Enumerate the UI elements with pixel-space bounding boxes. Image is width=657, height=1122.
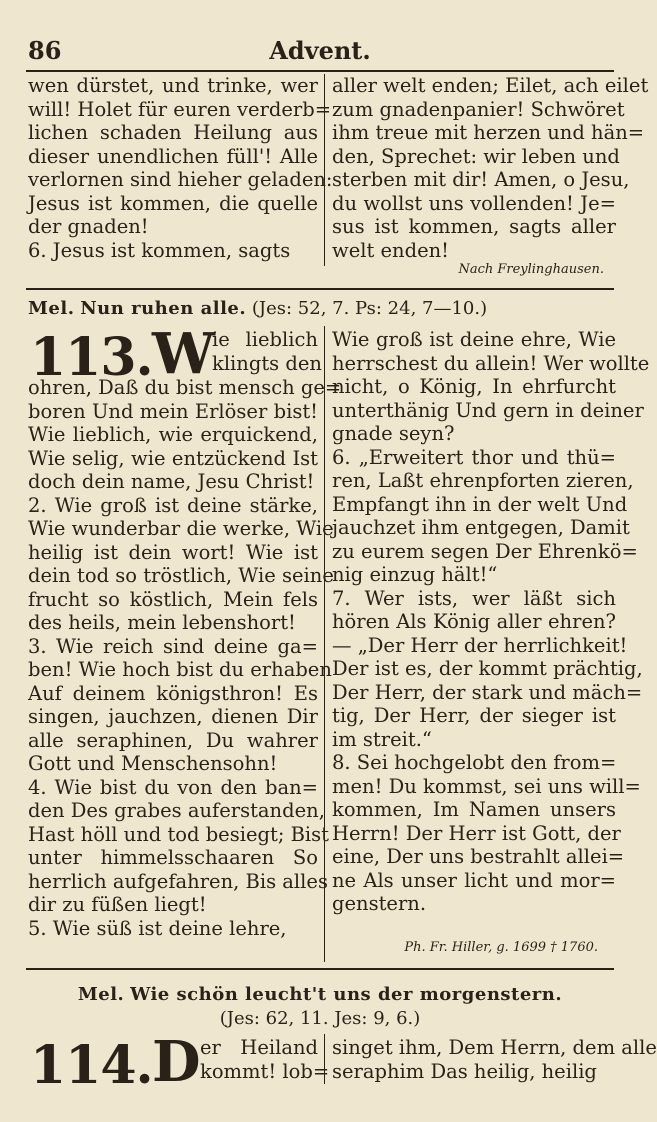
text-line: men! Du kommst, sei uns will= xyxy=(332,774,641,798)
text-line: heilig ist dein wort! Wie ist xyxy=(28,540,318,564)
column-divider xyxy=(324,1034,325,1084)
column-divider xyxy=(324,74,325,266)
text-line: unterthänig Und gern in deiner xyxy=(332,398,644,422)
text-line: dir zu füßen liegt! xyxy=(28,893,207,916)
text-line: Der Herr, der stark und mäch= xyxy=(332,680,643,704)
text-line: ihm treue mit herzen und hän= xyxy=(332,121,645,144)
text-line: ne Als unser licht und mor= xyxy=(332,868,616,892)
text-line: Wie selig, wie entzückend Ist xyxy=(28,446,318,470)
text-line: sus ist kommen, sagts aller xyxy=(332,215,616,238)
text-line: 5. Wie süß ist deine lehre, xyxy=(28,916,287,940)
text-line: zum gnadenpanier! Schwöret xyxy=(332,97,625,121)
text-line: Wie groß ist deine ehre, Wie xyxy=(332,328,616,351)
text-line: Hast höll und tod besiegt; Bist xyxy=(28,822,330,846)
text-line: genstern. xyxy=(332,892,427,915)
top-right-column xyxy=(332,74,649,262)
text-line: 2. Wie groß ist deine stärke, xyxy=(28,493,318,517)
text-line: hören Als König aller ehren? xyxy=(332,610,616,633)
text-line: boren Und mein Erlöser bist! xyxy=(28,399,318,423)
text-line: herrschest du allein! Wer wollte xyxy=(332,351,650,375)
text-line: aller welt enden; Eilet, ach eilet xyxy=(332,74,649,97)
melody-name: Wie schön leucht't uns der morgenstern. xyxy=(130,984,563,1005)
text-line: Der ist es, der kommt prächtig, xyxy=(332,657,643,680)
section-rule xyxy=(26,968,614,970)
text-line: kommt! lob= xyxy=(200,1059,330,1083)
melody-label: Mel. xyxy=(77,984,125,1005)
text-line: alle seraphinen, Du wahrer xyxy=(28,728,318,752)
text-line: kommen, Im Namen unsers xyxy=(332,798,616,821)
text-line: Herrn! Der Herr ist Gott, der xyxy=(332,821,621,845)
melody-name: Nun ruhen alle. xyxy=(80,298,247,319)
top-left-column xyxy=(28,74,333,262)
header-rule xyxy=(26,70,614,72)
hymn-113-melody xyxy=(28,298,612,319)
text-line: zu eurem segen Der Ehrenkö= xyxy=(332,539,638,563)
text-line: 6. „Erweitert thor und thü= xyxy=(332,445,616,469)
text-line: wen dürstet, und trinke, wer xyxy=(28,74,318,97)
text-line: eine, Der uns bestrahlt allei= xyxy=(332,845,625,868)
hymn-114-melody xyxy=(28,984,612,1005)
text-line: 3. Wie reich sind deine ga= xyxy=(28,634,318,658)
text-line: Wie lieblich, wie erquickend, xyxy=(28,423,318,446)
text-line: ben! Wie hoch bist du erhaben xyxy=(28,658,332,681)
text-line: im streit.“ xyxy=(332,727,432,751)
text-line: den Des grabes auferstanden, xyxy=(28,799,325,822)
text-line: nig einzug hält!“ xyxy=(332,563,498,586)
text-line: Wie wunderbar die werke, Wie xyxy=(28,517,334,540)
melody-label: Mel. xyxy=(28,298,75,319)
column-divider xyxy=(324,326,325,962)
hymn-113-opening xyxy=(212,328,322,375)
running-head: Advent. xyxy=(269,36,371,65)
hymn-113-right-column xyxy=(332,328,650,916)
text-line: dieser unendlichen füll'! Alle xyxy=(28,144,318,168)
hymn-113-attribution: Ph. Fr. Hiller, g. 1699 † 1760. xyxy=(404,940,598,955)
text-line: nicht, o König, In ehrfurcht xyxy=(332,375,616,398)
text-line: doch dein name, Jesu Christ! xyxy=(28,470,315,493)
text-line: seraphim Das heilig, heilig xyxy=(332,1059,597,1083)
hymn-113-left-column xyxy=(28,376,342,940)
text-line: frucht so köstlich, Mein fels xyxy=(28,587,318,611)
text-line: jauchzet ihm entgegen, Damit xyxy=(332,516,630,539)
text-line: Empfangt ihn in der welt Und xyxy=(332,492,628,516)
text-line: singen, jauchzen, dienen Dir xyxy=(28,705,318,728)
text-line: singet ihm, Dem Herrn, dem alle xyxy=(332,1036,657,1059)
text-line: Auf deinem königsthron! Es xyxy=(28,681,318,705)
text-line: tig, Der Herr, der sieger ist xyxy=(332,704,616,727)
text-line: du wollst uns vollenden! Je= xyxy=(332,191,616,215)
hymn-113-dropcap: W xyxy=(152,321,215,387)
text-line: 7. Wer ists, wer läßt sich xyxy=(332,586,616,610)
text-line: Jesus ist kommen, die quelle xyxy=(28,191,318,215)
text-line: 6. Jesus ist kommen, sagts xyxy=(28,238,291,262)
hymn-114-opening xyxy=(200,1036,330,1083)
text-line: dein tod so tröstlich, Wie seine xyxy=(28,564,334,587)
text-line: will! Holet für euren verderb= xyxy=(28,97,332,121)
page-number: 86 xyxy=(28,36,62,65)
hymn-114-refs: (Jes: 62, 11. Jes: 9, 6.) xyxy=(219,1008,421,1029)
text-line: Gott und Menschensohn! xyxy=(28,752,278,775)
hymn-114-dropcap: D xyxy=(152,1029,201,1095)
text-line: ie lieblich xyxy=(212,328,318,351)
text-line: den, Sprechet: wir leben und xyxy=(332,144,620,168)
section-rule xyxy=(26,288,614,290)
text-line: klingts den xyxy=(212,351,322,375)
text-line: der gnaden! xyxy=(28,215,149,238)
text-line: — „Der Herr der herrlichkeit! xyxy=(332,633,628,657)
text-line: 8. Sei hochgelobt den from= xyxy=(332,751,617,774)
top-attribution: Nach Freylinghausen. xyxy=(458,262,604,277)
page-header xyxy=(28,36,612,70)
text-line: herrlich aufgefahren, Bis alles xyxy=(28,869,328,893)
text-line: ohren, Daß du bist mensch ge= xyxy=(28,376,342,399)
text-line: lichen schaden Heilung aus xyxy=(28,121,318,144)
hymn-114-right-column xyxy=(332,1036,657,1083)
text-line: verlornen sind hieher geladen: xyxy=(28,168,333,191)
text-line: gnade seyn? xyxy=(332,422,455,445)
hymn-number-114: 114. xyxy=(30,1035,153,1096)
scripture-refs: (Jes: 52, 7. Ps: 24, 7—10.) xyxy=(251,298,488,319)
text-line: ren, Laßt ehrenpforten zieren, xyxy=(332,469,634,492)
text-line: unter himmelsschaaren So xyxy=(28,846,318,869)
text-line: 4. Wie bist du von den ban= xyxy=(28,775,318,799)
text-line: welt enden! xyxy=(332,238,450,262)
text-line: er Heiland xyxy=(200,1036,318,1059)
text-line: sterben mit dir! Amen, o Jesu, xyxy=(332,168,630,191)
hymn-number-113: 113. xyxy=(30,327,153,388)
text-line: des heils, mein lebenshort! xyxy=(28,611,296,634)
